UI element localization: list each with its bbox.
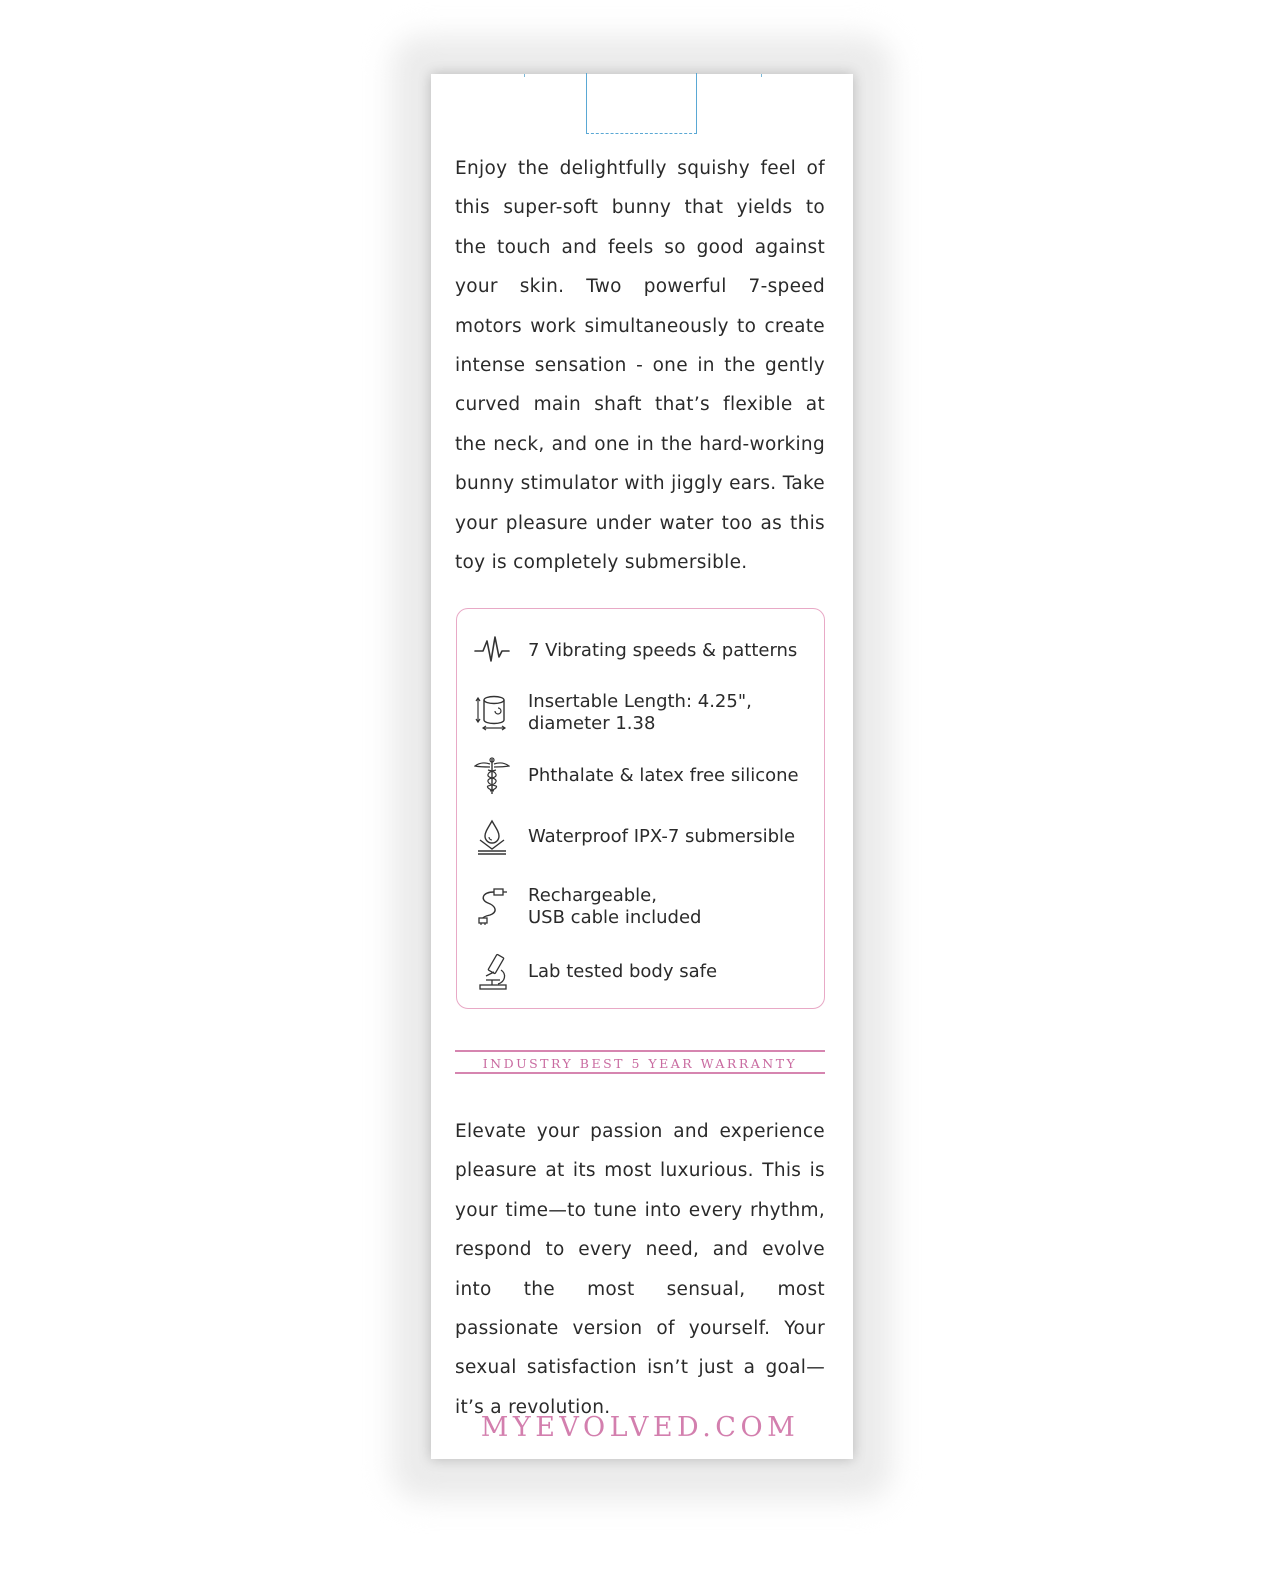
water-drop-icon: [474, 817, 510, 857]
brand-website: MYEVOLVED.COM: [480, 1412, 800, 1443]
product-info-panel: [431, 74, 853, 1459]
warranty-banner: [455, 1050, 825, 1074]
hang-tab-dieline: [586, 73, 697, 134]
feature-list: [456, 608, 825, 1009]
product-description: Enjoy the delightfully squishy feel of this super-soft bunny that yields to the touch and feels so good against your skin. Two powerful 7-speed motors work simultaneously to create intense sensation - one in the gently curved main shaft that’s flexible at the neck, and one in the hard-working bunny stimulator with jiggly ears. Take your pleasure under water too as this toy is completely submersible.: [455, 158, 825, 574]
dieline-tick-right: [761, 74, 762, 77]
feature-label: 7 Vibrating speeds & patterns: [528, 640, 798, 661]
microscope-icon: [474, 952, 510, 992]
closing-paragraph: Elevate your passion and experience pleasure at its most luxurious. This is your time—to tune into every rhythm, respond to every need, and evolve into the most sensual, most passionate version of yourself. Your sexual satisfaction isn’t just a goal—it’s a revolution.: [455, 1121, 825, 1418]
usb-cable-icon: [474, 886, 510, 926]
caduceus-icon: [474, 756, 510, 796]
warranty-text: INDUSTRY BEST 5 YEAR WARRANTY: [482, 1056, 798, 1071]
dieline-tick-left: [524, 74, 525, 77]
feature-label: Phthalate & latex free silicone: [528, 765, 799, 786]
feature-label: Lab tested body safe: [528, 961, 718, 982]
feature-label: Insertable Length: 4.25", diameter 1.38: [528, 691, 752, 734]
cylinder-measurement-icon: [474, 692, 510, 732]
feature-label: Rechargeable, USB cable included: [528, 885, 702, 928]
feature-label: Waterproof IPX-7 submersible: [528, 826, 796, 847]
heartbeat-pulse-icon: [474, 631, 510, 671]
